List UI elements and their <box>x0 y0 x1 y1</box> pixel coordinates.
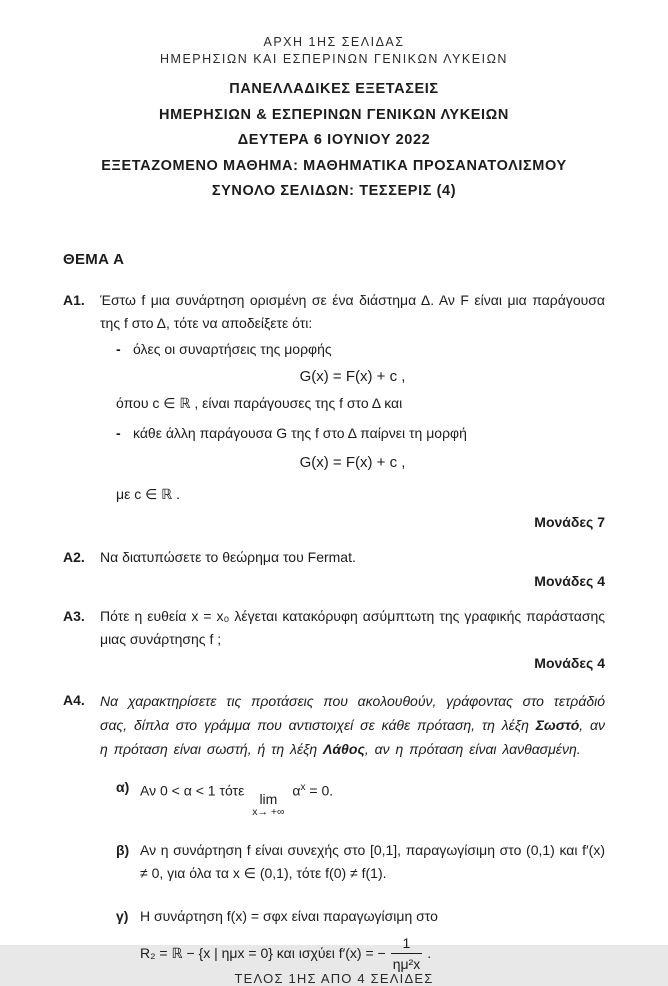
alpha-exponent: x <box>300 781 306 793</box>
header-titles <box>63 77 605 205</box>
intro-part-3: , αν η πρόταση είναι λανθασμένη. <box>364 740 581 757</box>
alpha-base: α <box>292 782 301 799</box>
alpha-post: = 0. <box>309 782 334 799</box>
statement-beta <box>100 839 605 885</box>
statement-gamma-text <box>140 905 605 971</box>
limit-word: lim <box>259 791 278 808</box>
intro-part-2: , αν η πρόταση είναι σωστή, ή τη λέξη <box>100 716 606 757</box>
word-wrong: Λάθος <box>323 740 365 757</box>
statement-beta-label: β) <box>116 842 130 859</box>
statement-gamma <box>100 905 605 971</box>
question-a3-label: Α3. <box>63 607 85 624</box>
fraction-derivative <box>391 935 423 971</box>
header-page-marker: ΑΡΧΗ 1ΗΣ ΣΕΛΙΔΑΣ <box>263 35 405 49</box>
header-school-type: ΗΜΕΡΗΣΙΩΝ ΚΑΙ ΕΣΠΕΡΙΝΩΝ ΓΕΝΙΚΩΝ ΛΥΚΕΙΩΝ <box>160 52 508 66</box>
question-a4-label: Α4. <box>63 691 85 708</box>
question-a4-intro <box>100 689 605 761</box>
question-a1-body <box>100 289 605 534</box>
bullet-text: όλες οι συναρτήσεις της μορφής <box>133 340 332 357</box>
theme-heading: ΘΕΜΑ Α <box>63 250 125 268</box>
question-a1-points: Μονάδες 7 <box>534 513 605 530</box>
question-a1-bullet-2 <box>100 422 605 445</box>
gamma-set-expression: R₂ = ℝ − {x | ημx = 0} και ισχύει f′(x) = − <box>140 944 386 961</box>
statement-beta-text: Αν η συνάρτηση f είναι συνεχής στο [0,1], παραγωγίσιμη στο (0,1) και f′(x) ≠ 0, για όλα τα x ∈ (0,1), τότε f(0) ≠ f(1). <box>140 842 605 882</box>
fraction-denominator: ημ²x <box>392 956 421 973</box>
page-header <box>63 34 605 205</box>
question-a1 <box>63 289 605 534</box>
question-a4 <box>63 689 605 972</box>
statement-alpha <box>100 776 605 819</box>
formula-antiderivative-1: G(x) = F(x) + c , <box>299 367 406 385</box>
statement-alpha-text <box>140 776 605 819</box>
question-a1-intro: Έστω f μια συνάρτηση ορισμένη σε ένα διάστημα Δ. Αν F είναι μια παράγουσα της f στο Δ, τότε να αποδείξετε ότι: <box>100 291 605 331</box>
header-page-count: ΣΥΝΟΛΟ ΣΕΛΙΔΩΝ: ΤΕΣΣΕΡΙΣ (4) <box>211 183 457 199</box>
question-a3-body <box>100 605 605 675</box>
question-a3 <box>63 605 605 675</box>
question-a4-body <box>100 689 605 972</box>
question-a2-label: Α2. <box>63 548 85 565</box>
header-exam-date: ΔΕΥΤΕΡΑ 6 ΙΟΥΝΙΟΥ 2022 <box>237 132 431 148</box>
limit-subscript: x→ +∞ <box>252 806 285 819</box>
question-a1-bullet-1 <box>100 338 605 361</box>
statement-alpha-label: α) <box>116 778 130 795</box>
question-a2-points: Μονάδες 4 <box>534 572 605 589</box>
question-a2-text: Να διατυπώσετε το θεώρημα του Fermat. <box>100 548 356 565</box>
header-exam-subject: ΕΞΕΤΑΖΟΜΕΝΟ ΜΑΘΗΜΑ: ΜΑΘΗΜΑΤΙΚΑ ΠΡΟΣΑΝΑΤΟΛΙΣΜΟΥ <box>101 157 567 174</box>
question-a3-text: Πότε η ευθεία x = x₀ λέγεται κατακόρυφη ασύμπτωτη της γραφικής παράστασης μιας συνάρτησης f ; <box>100 607 605 647</box>
statement-gamma-label: γ) <box>116 908 129 925</box>
header-exam-title: ΠΑΝΕΛΛΑΔΙΚΕΣ ΕΞΕΤΑΣΕΙΣ <box>229 81 439 97</box>
question-a2-body <box>100 546 605 593</box>
footer-text: ΤΕΛΟΣ 1ΗΣ ΑΠΟ 4 ΣΕΛΙΔΕΣ <box>234 971 434 986</box>
question-a1-after-2: με c ∈ ℝ . <box>116 485 181 502</box>
bullet-dash: - <box>116 340 121 357</box>
word-correct: Σωστό <box>535 716 580 733</box>
gamma-line-2 <box>140 935 605 971</box>
gamma-period: . <box>427 944 432 961</box>
fraction-numerator: 1 <box>391 935 423 954</box>
intro-part-1: Να χαρακτηρίσετε τις προτάσεις που ακολουθούν, γράφοντας στο τετράδιό σας, δίπλα στο γράμμα που αντιστοιχεί σε κάθε πρόταση, τη λέξη <box>100 692 605 733</box>
formula-antiderivative-2: G(x) = F(x) + c , <box>299 453 406 471</box>
limit-expression <box>252 792 284 818</box>
question-a3-points: Μονάδες 4 <box>534 654 605 671</box>
gamma-line-1: Η συνάρτηση f(x) = σφx είναι παραγωγίσιμη στο <box>140 908 438 925</box>
question-a1-after-1: όπου c ∈ ℝ , είναι παράγουσες της f στο Δ και <box>116 394 403 411</box>
bullet-dash: - <box>116 424 121 441</box>
page-footer <box>63 971 605 986</box>
bullet-text: κάθε άλλη παράγουσα G της f στο Δ παίρνει τη μορφή <box>133 424 467 441</box>
question-a2 <box>63 546 605 593</box>
header-exam-audience: ΗΜΕΡΗΣΙΩΝ & ΕΣΠΕΡΙΝΩΝ ΓΕΝΙΚΩΝ ΛΥΚΕΙΩΝ <box>159 106 509 123</box>
question-a1-label: Α1. <box>63 291 85 308</box>
alpha-pre: Αν 0 < α < 1 τότε <box>140 782 245 799</box>
